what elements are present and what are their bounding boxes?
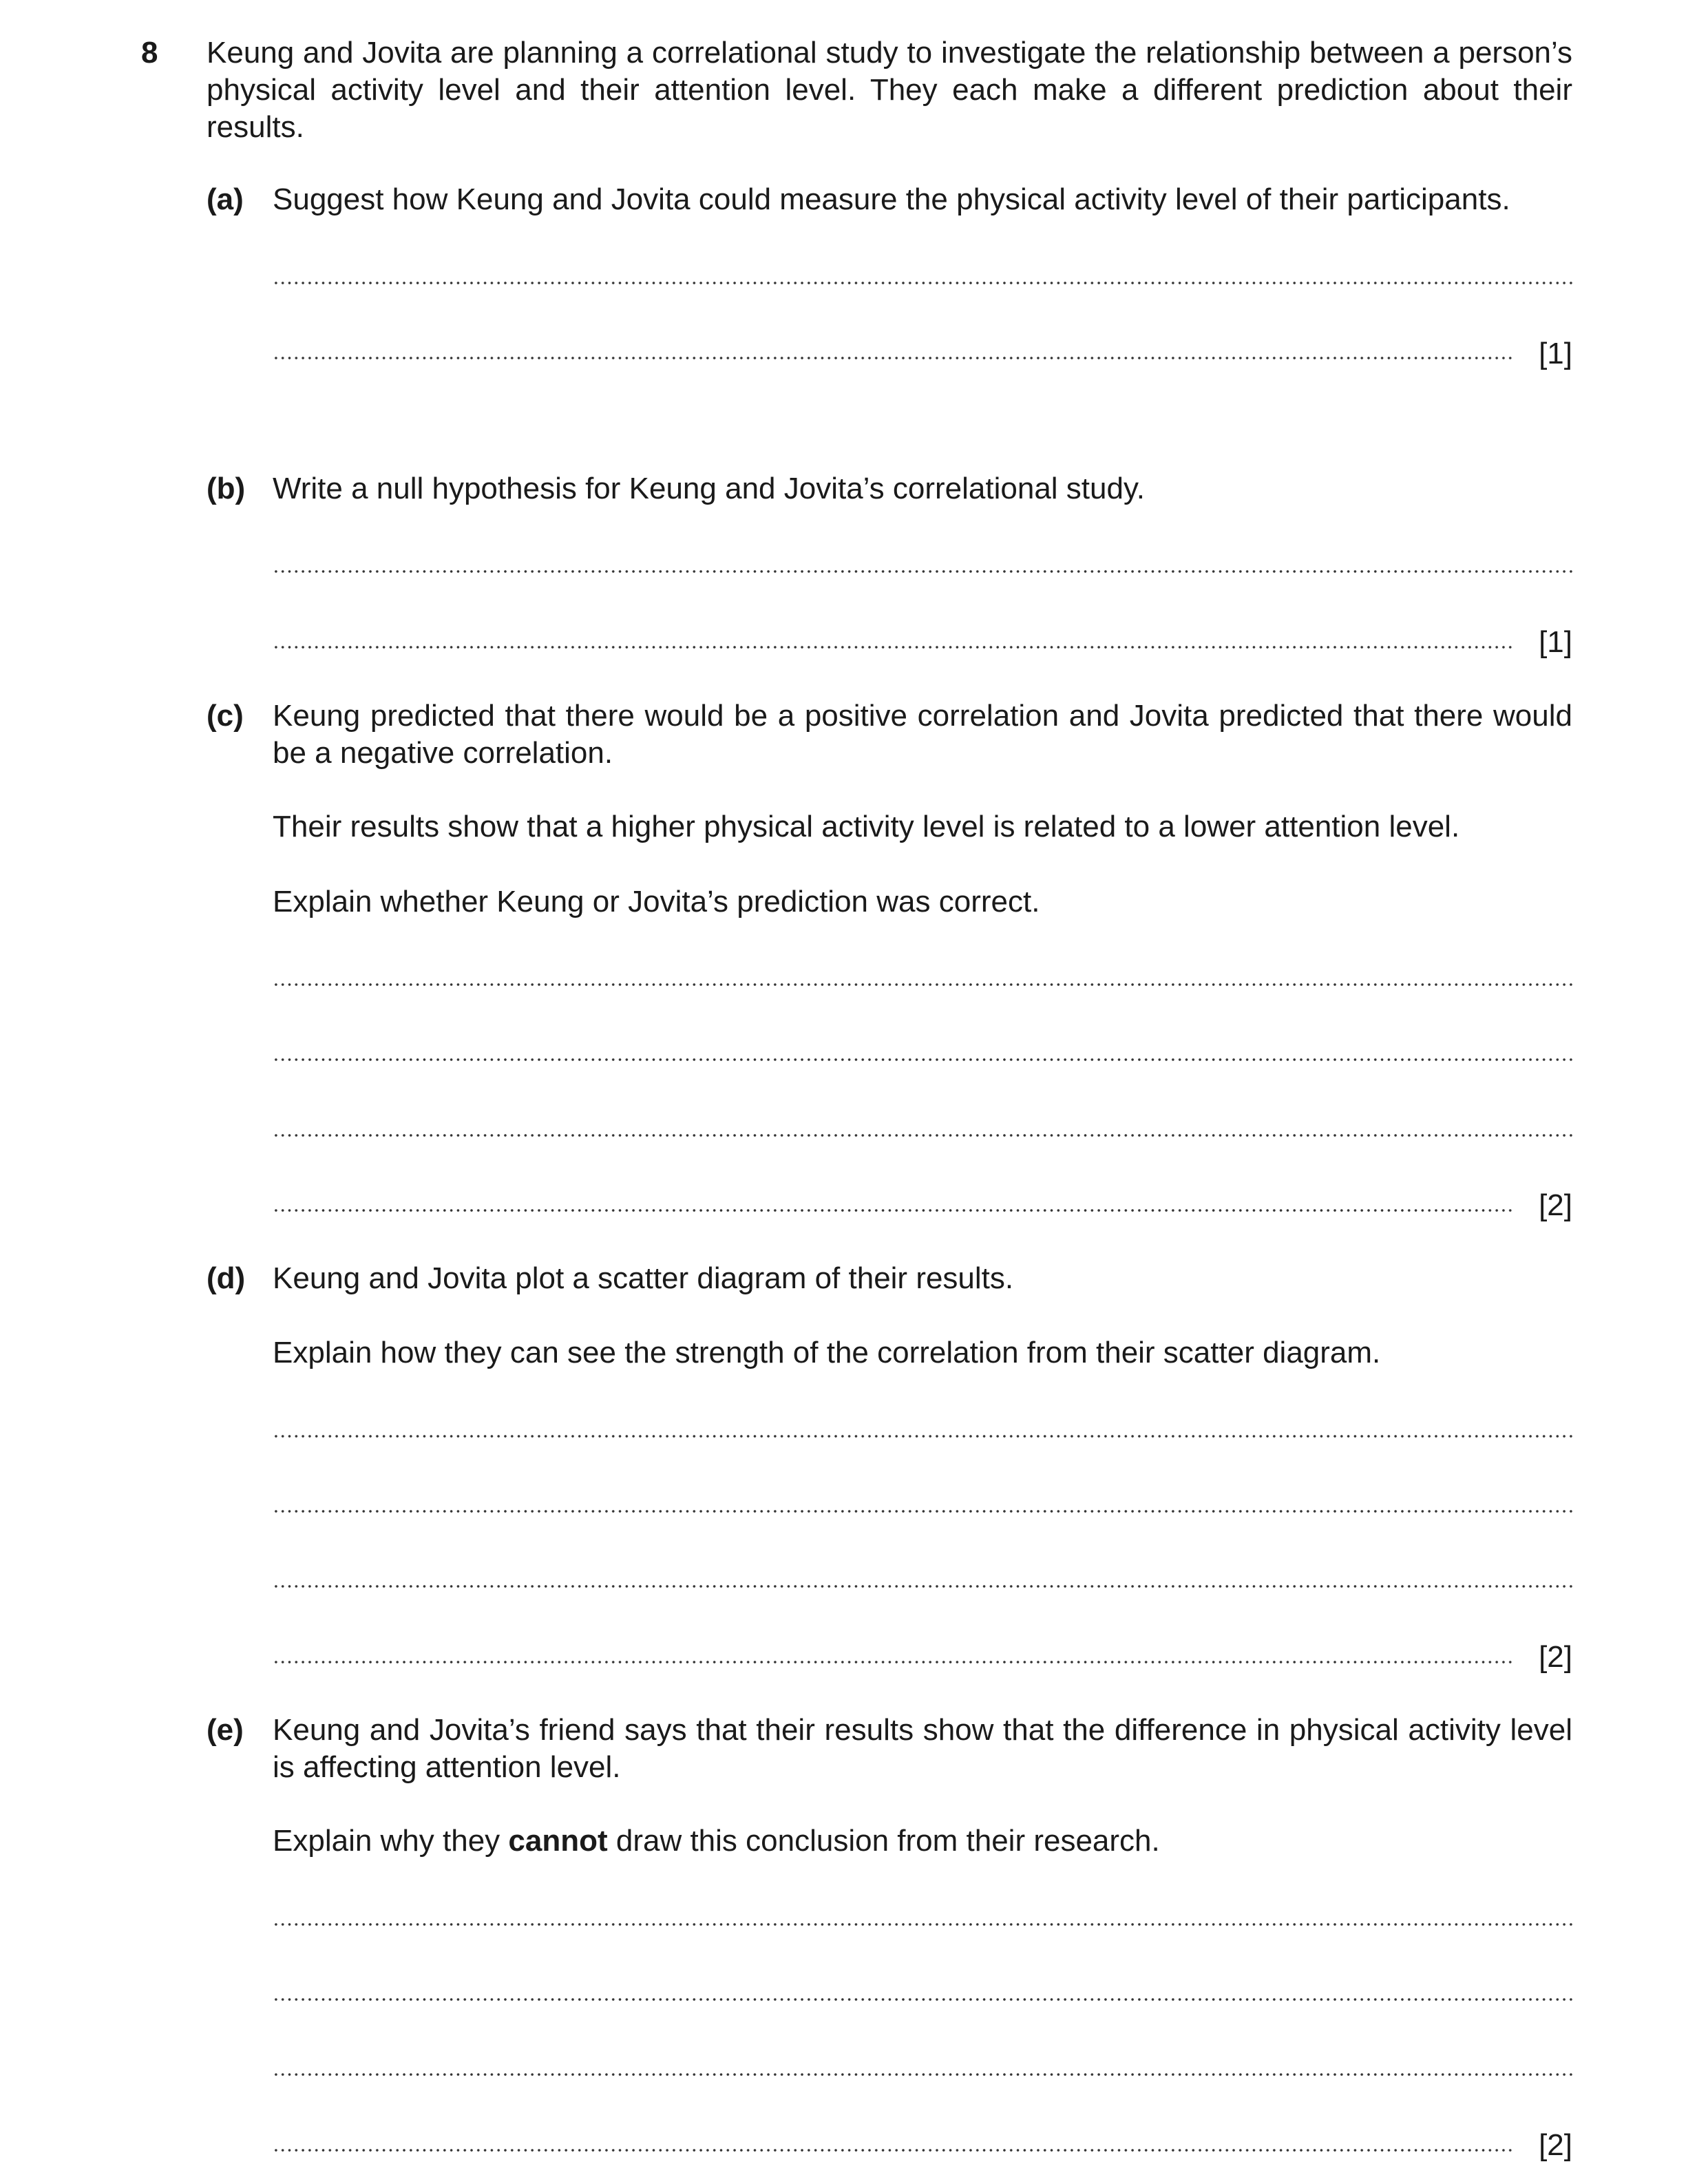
question-stem: Keung and Jovita are planning a correlational study to investigate the relationship between a person’s physical activity level and their attention level. They each make a different prediction about their results. — [207, 36, 1572, 144]
part-d-answer-line-4[interactable] — [273, 1661, 1512, 1663]
part-c-answer-line-2[interactable] — [273, 1058, 1572, 1061]
part-e-marks: [2] — [1539, 2128, 1572, 2162]
part-d-answer-line-3[interactable] — [273, 1585, 1572, 1588]
part-e-text-2-emphasis: cannot — [508, 1824, 608, 1858]
part-a-label: (a) — [207, 182, 244, 216]
part-c-answer-line-3[interactable] — [273, 1134, 1572, 1137]
part-a-text: Suggest how Keung and Jovita could measure the physical activity level of their participants. — [273, 182, 1510, 216]
part-d-marks: [2] — [1539, 1640, 1572, 1674]
part-b-marks: [1] — [1539, 625, 1572, 659]
part-a-answer-line-2[interactable] — [273, 357, 1512, 359]
part-c-text-2: Their results show that a higher physical activity level is related to a lower attention level. — [273, 810, 1460, 843]
part-d-answer-line-2[interactable] — [273, 1510, 1572, 1513]
part-d-text-2: Explain how they can see the strength of the correlation from their scatter diagram. — [273, 1336, 1381, 1369]
part-a-marks: [1] — [1539, 337, 1572, 370]
part-e-text-2-before: Explain why they — [273, 1824, 509, 1858]
part-b-answer-line-1[interactable] — [273, 570, 1572, 573]
part-e-label: (e) — [207, 1713, 244, 1747]
part-e-answer-line-2[interactable] — [273, 1998, 1572, 2001]
part-e-text-2-after: draw this conclusion from their research. — [607, 1824, 1160, 1858]
part-c-text-1: Keung predicted that there would be a positive correlation and Jovita predicted that there would be a negative correlation. — [273, 699, 1572, 770]
part-b-answer-line-2[interactable] — [273, 646, 1512, 649]
part-e-answer-line-3[interactable] — [273, 2073, 1572, 2076]
part-e-answer-line-4[interactable] — [273, 2149, 1512, 2152]
part-b-label: (b) — [207, 472, 246, 505]
part-c-text-3: Explain whether Keung or Jovita’s prediction was correct. — [273, 885, 1040, 918]
part-a-answer-line-1[interactable] — [273, 282, 1572, 284]
part-c-answer-line-1[interactable] — [273, 983, 1572, 986]
part-e-text-2 — [273, 1823, 1572, 1860]
part-c-label: (c) — [207, 699, 244, 733]
part-e-answer-line-1[interactable] — [273, 1923, 1572, 1926]
part-c-answer-line-4[interactable] — [273, 1209, 1512, 1212]
part-c-marks: [2] — [1539, 1188, 1572, 1222]
part-e-text-1: Keung and Jovita’s friend says that their results show that the difference in physical activity level is affecting attention level. — [273, 1713, 1572, 1784]
part-d-text-1: Keung and Jovita plot a scatter diagram of their results. — [273, 1261, 1014, 1295]
part-b-text: Write a null hypothesis for Keung and Jovita’s correlational study. — [273, 472, 1145, 505]
question-number: 8 — [141, 36, 158, 70]
part-d-answer-line-1[interactable] — [273, 1435, 1572, 1438]
part-d-label: (d) — [207, 1261, 246, 1295]
